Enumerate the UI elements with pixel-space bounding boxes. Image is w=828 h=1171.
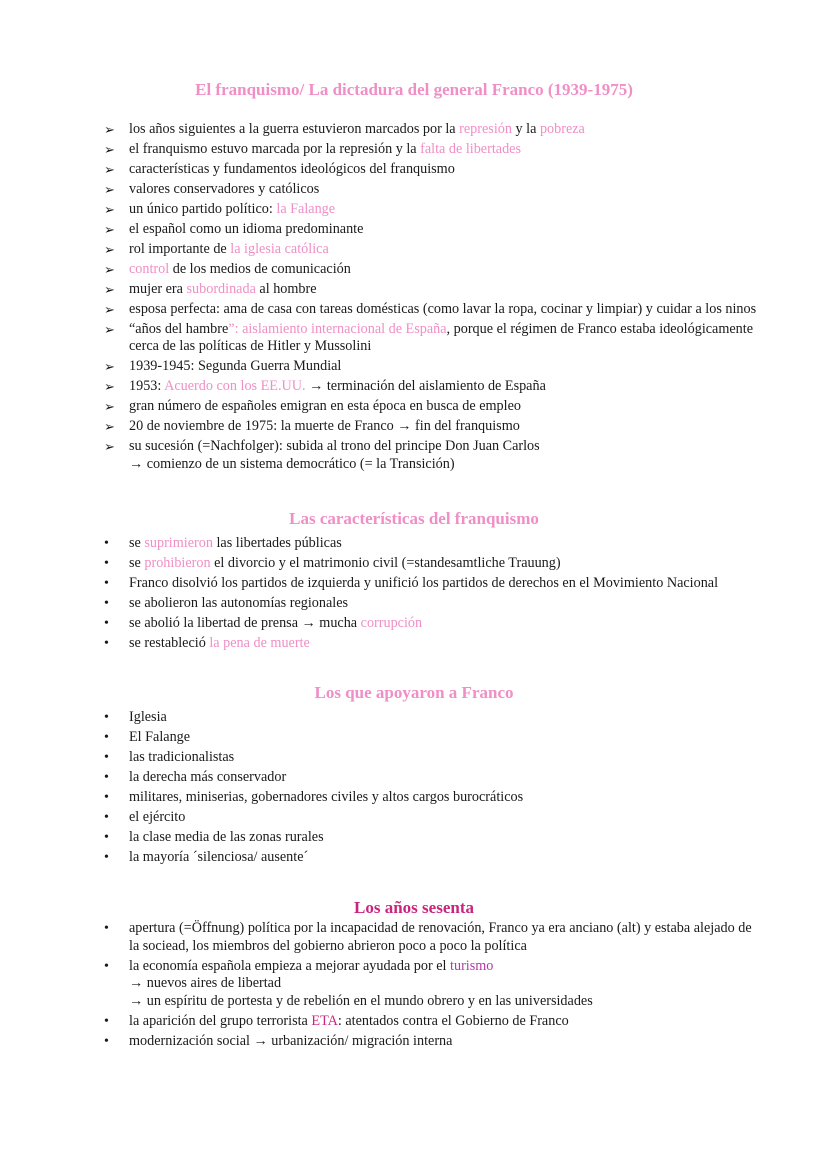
text-segment: gran número de españoles emigran en esta época en busca de empleo [129, 398, 521, 415]
arrow-bullet-icon: ➢ [104, 359, 115, 375]
bullet-icon: • [104, 595, 109, 611]
text-segment: de los medios de comunicación [169, 260, 351, 277]
text-segment: el franquismo estuvo marcada por la represión y la [129, 140, 421, 157]
bullet-icon: • [104, 575, 109, 591]
highlighted-text: prohibieron [144, 554, 211, 571]
text-segment: la derecha más conservador [129, 768, 287, 785]
sub-line: → nuevos aires de libertad [129, 975, 282, 992]
text-segment: al hombre [255, 280, 317, 297]
highlighted-text: pobreza [539, 121, 585, 137]
list-item [0, 398, 828, 416]
supporters-list [0, 709, 828, 866]
list-item [0, 181, 828, 199]
text-segment: : atentados contra el Gobierno de Franco [337, 1012, 569, 1029]
highlighted-text: suprimieron [144, 535, 213, 551]
text-segment: El Falange [129, 728, 191, 745]
highlighted-text: corrupción [360, 614, 423, 631]
sub-line: → un espíritu de portesta y de rebelión en el mundo obrero y en las universidades [129, 992, 593, 1009]
list-item [0, 301, 828, 319]
highlighted-text: la Falange [276, 200, 336, 217]
bullet-icon: • [104, 536, 109, 551]
text-segment: la clase media de las zonas rurales [129, 828, 324, 845]
bullet-icon: • [104, 789, 109, 805]
list-item [0, 958, 828, 1011]
highlighted-text: subordinada [186, 280, 256, 297]
arrow-bullet-icon: ➢ [104, 141, 115, 157]
arrow-bullet-icon: ➢ [104, 201, 115, 217]
highlighted-text: la iglesia católica [230, 240, 329, 257]
arrow-bullet-icon: ➢ [104, 399, 115, 415]
highlighted-text: represión [459, 121, 512, 137]
list-item [0, 281, 828, 299]
list-item [0, 241, 828, 259]
bullet-icon: • [104, 829, 109, 845]
text-segment: se [129, 535, 145, 551]
text-segment: “años del hambre [129, 320, 229, 337]
list-item [0, 849, 828, 867]
text-segment: la economía española empieza a mejorar ayudada por el [129, 957, 451, 974]
list-item [0, 920, 828, 955]
arrow-bullet-icon: ➢ [104, 261, 115, 277]
text-segment: 1953: [129, 378, 165, 395]
section-heading-supporters: Los que apoyaron a Franco [314, 683, 514, 702]
text-segment: la mayoría ´silenciosa/ ausente´ [129, 848, 309, 865]
list-item [0, 749, 828, 767]
text-segment: modernización social → urbanización/ migración interna [129, 1032, 453, 1049]
bullet-icon: • [104, 769, 109, 785]
text-segment: apertura (=Öffnung) política por la incapacidad de renovación, Franco ya era anciano (alt) y estaba alejado de la sociead, los miembros del gobierno abrieron poco a poco la política [129, 920, 752, 954]
page-title: El franquismo/ La dictadura del general Franco (1939-1975) [195, 80, 633, 99]
text-segment: las libertades públicas [212, 535, 342, 551]
highlighted-text: control [129, 260, 170, 277]
arrow-bullet-icon: ➢ [104, 281, 115, 297]
bullet-icon: • [104, 615, 109, 631]
text-segment: los años siguientes a la guerra estuvieron marcados por la [129, 121, 460, 137]
text-segment: las tradicionalistas [129, 748, 235, 765]
text-segment: un único partido político: [129, 200, 277, 217]
arrow-bullet-icon: ➢ [104, 122, 115, 137]
list-item [0, 141, 828, 159]
list-item [0, 769, 828, 787]
text-segment: , porque el régimen de Franco estaba ideológicamente cerca de las políticas de Hitler y Mussolini [129, 320, 754, 355]
highlighted-text: Acuerdo con los EE.UU. [164, 378, 306, 395]
bullet-icon: • [104, 749, 109, 765]
list-item [0, 789, 828, 807]
arrow-bullet-icon: ➢ [104, 181, 115, 197]
highlighted-text: ETA [311, 1012, 338, 1029]
text-segment: características y fundamentos ideológicos del franquismo [129, 160, 455, 177]
text-segment: 20 de noviembre de 1975: la muerte de Franco → fin del franquismo [129, 418, 520, 435]
bullet-icon: • [104, 958, 109, 974]
bullet-icon: • [104, 849, 109, 865]
text-segment: Iglesia [129, 709, 167, 725]
list-item [0, 575, 828, 593]
text-segment: → terminación del aislamiento de España [305, 378, 546, 395]
arrow-bullet-icon: ➢ [104, 301, 115, 317]
intro-section [0, 121, 828, 476]
list-item [0, 321, 828, 356]
arrow-bullet-icon: ➢ [104, 379, 115, 395]
list-item [0, 595, 828, 613]
characteristics-list [0, 535, 828, 653]
list-item [0, 635, 828, 653]
highlighted-text: ”: aislamiento internacional de España [228, 320, 447, 337]
text-segment: el ejército [129, 808, 186, 825]
arrow-bullet-icon: ➢ [104, 221, 115, 237]
arrow-bullet-icon: ➢ [104, 161, 115, 177]
text-segment: se restableció [129, 634, 210, 651]
section-heading-sixties: Los años sesenta [354, 898, 474, 917]
list-item [0, 418, 828, 436]
header-section [0, 80, 828, 100]
text-segment: 1939-1945: Segunda Guerra Mundial [129, 358, 342, 375]
bullet-icon: • [104, 555, 109, 571]
supporters-section [0, 683, 828, 869]
list-item [0, 535, 828, 553]
text-segment: se [129, 554, 145, 571]
bullet-icon: • [104, 710, 109, 725]
list-item [0, 829, 828, 847]
list-item [0, 709, 828, 727]
text-segment: se abolieron las autonomías regionales [129, 594, 349, 611]
text-segment: el español como un idioma predominante [129, 220, 364, 237]
list-item [0, 729, 828, 747]
text-segment: y la [511, 121, 540, 137]
highlighted-text: turismo [450, 957, 494, 974]
text-segment: Franco disolvió los partidos de izquierda y unifició los partidos de derechos en el Movimiento Nacional [129, 574, 719, 591]
list-item [0, 378, 828, 396]
arrow-bullet-icon: ➢ [104, 419, 115, 435]
bullet-icon: • [104, 729, 109, 745]
sub-line: → comienzo de un sistema democrático (= la Transición) [129, 455, 455, 472]
list-item [0, 201, 828, 219]
highlighted-text: la pena de muerte [209, 634, 310, 651]
text-segment: militares, miniserias, gobernadores civiles y altos cargos burocráticos [129, 788, 524, 805]
bullet-icon: • [104, 1033, 109, 1049]
text-segment: se abolió la libertad de prensa → mucha [129, 614, 361, 631]
bullet-icon: • [104, 1013, 109, 1029]
text-segment: su sucesión (=Nachfolger): subida al trono del principe Don Juan Carlos [129, 438, 540, 455]
sixties-section [0, 898, 828, 1053]
text-segment: mujer era [129, 280, 187, 297]
list-item [0, 221, 828, 239]
list-item [0, 161, 828, 179]
intro-list [0, 121, 828, 474]
list-item [0, 809, 828, 827]
arrow-bullet-icon: ➢ [104, 439, 115, 455]
text-segment: valores conservadores y católicos [129, 180, 320, 197]
list-item [0, 615, 828, 633]
bullet-icon: • [104, 809, 109, 825]
list-item [0, 261, 828, 279]
text-segment: el divorcio y el matrimonio civil (=standesamtliche Trauung) [210, 554, 561, 571]
list-item [0, 358, 828, 376]
sixties-list [0, 920, 828, 1050]
list-item [0, 555, 828, 573]
arrow-bullet-icon: ➢ [104, 241, 115, 257]
characteristics-section [0, 509, 828, 655]
list-item [0, 121, 828, 139]
highlighted-text: falta de libertades [420, 140, 521, 157]
arrow-bullet-icon: ➢ [104, 321, 115, 337]
list-item [0, 1013, 828, 1031]
bullet-icon: • [104, 635, 109, 651]
text-segment: la aparición del grupo terrorista [129, 1012, 312, 1029]
bullet-icon: • [104, 921, 109, 936]
list-item [0, 1033, 828, 1051]
section-heading-characteristics: Las características del franquismo [289, 509, 539, 528]
text-segment: esposa perfecta: ama de casa con tareas domésticas (como lavar la ropa, cocinar y limpiar) y cuidar a los ninos [129, 300, 757, 317]
list-item [0, 438, 828, 473]
text-segment: rol importante de [129, 240, 231, 257]
